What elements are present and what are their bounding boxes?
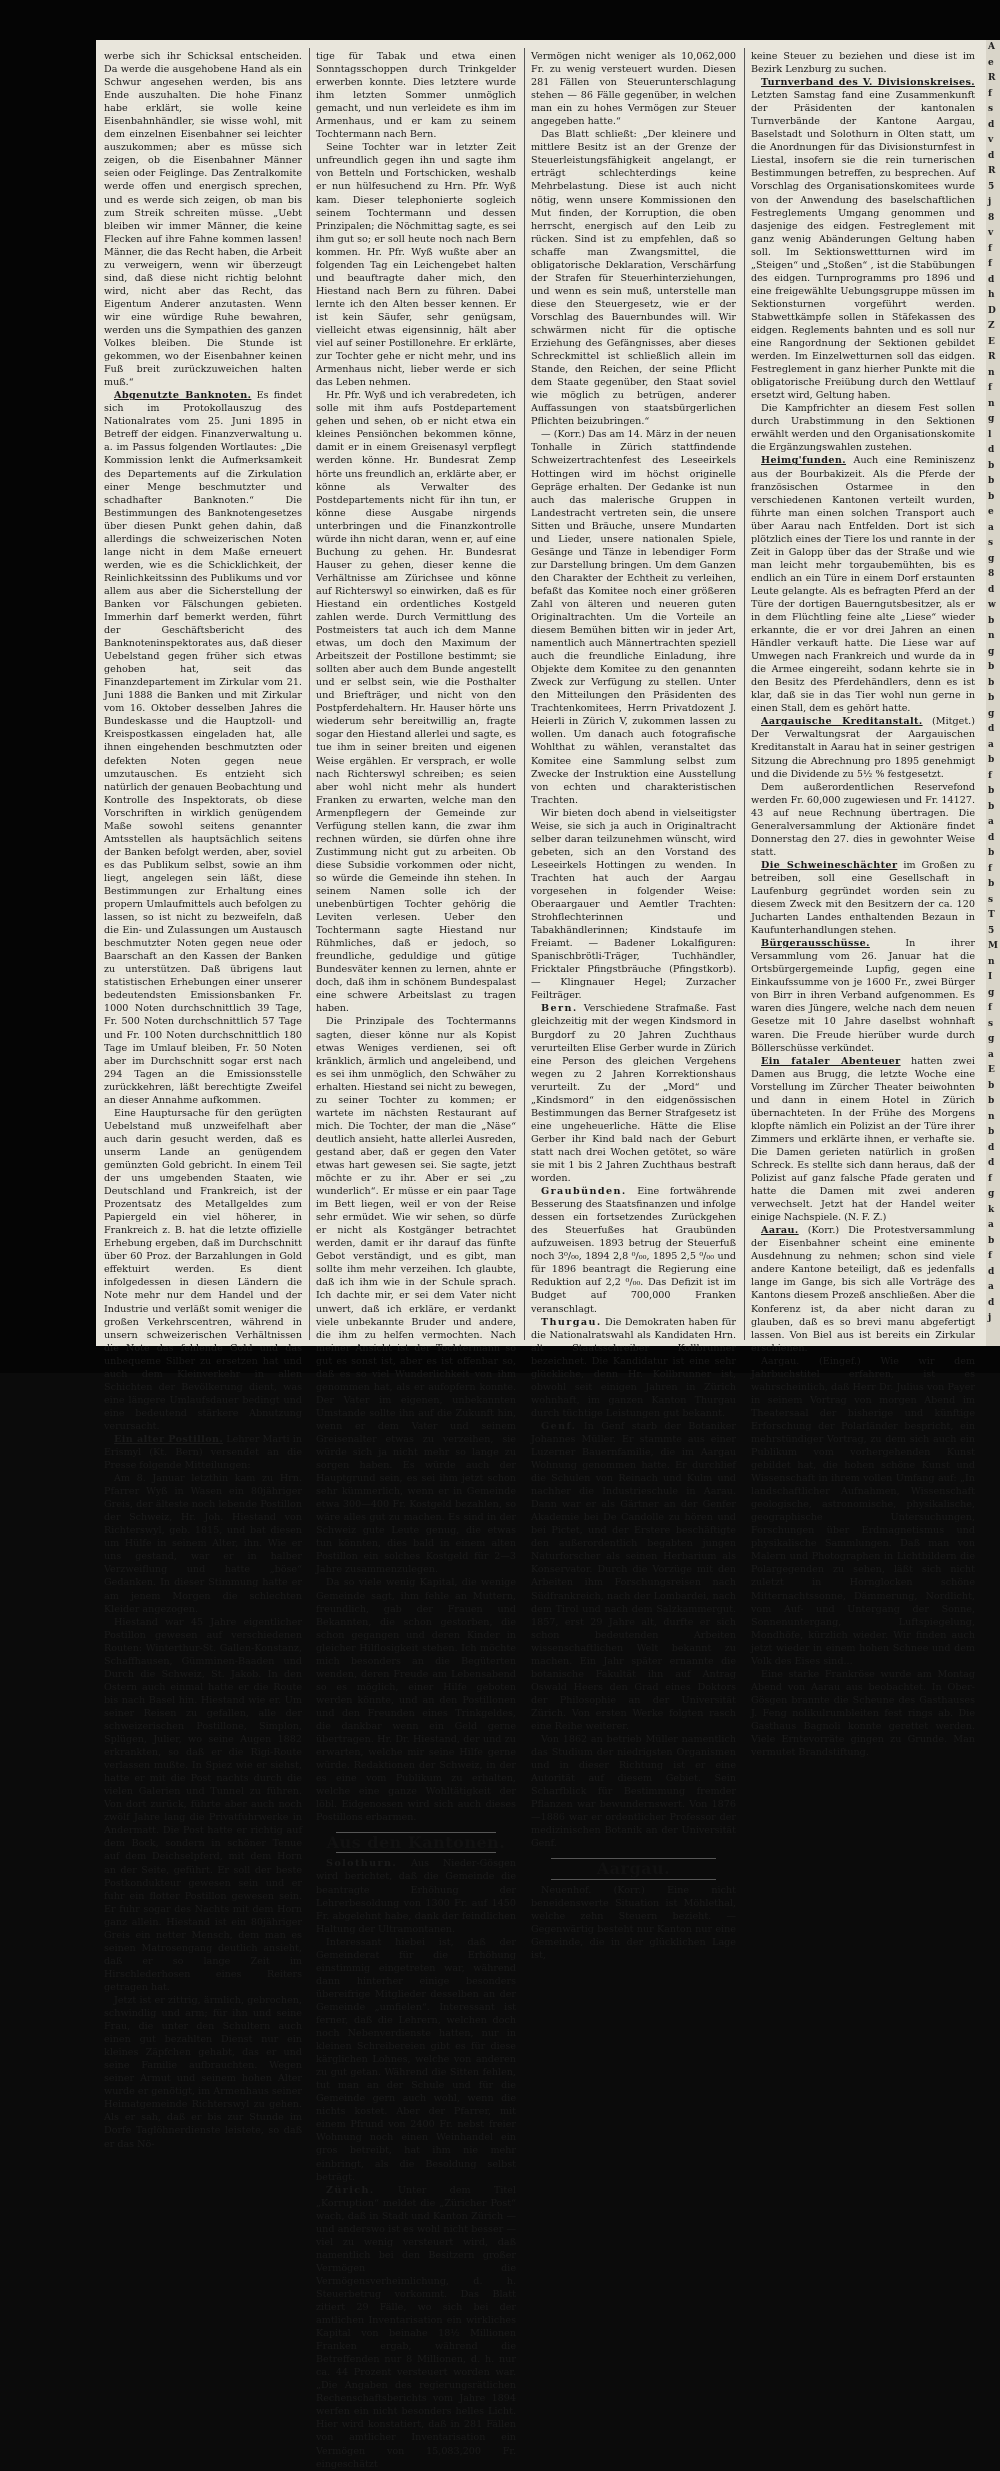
edge-letter: b [988, 1096, 995, 1106]
heading-heimgfunden: Heimg'funden. [761, 455, 847, 467]
edge-letter: e [988, 507, 994, 517]
edge-letter: w [988, 600, 996, 610]
edge-letter: a [988, 1220, 994, 1230]
edge-letter: f [988, 88, 992, 99]
heading-kreditanstalt: Aargauische Kreditanstalt. [761, 716, 923, 728]
heading-bern: Bern. [541, 1003, 578, 1015]
edge-letter: f [988, 383, 992, 393]
edge-letter: b [988, 801, 995, 812]
edge-letter: g [988, 553, 995, 564]
edge-letter: n [988, 956, 995, 967]
edge-letter: s [988, 894, 994, 905]
edge-letter: d [988, 1297, 995, 1308]
col3-paragraph: Das Blatt schließt: „Der kleinere und mittlere Besitz ist an der Grenze der Steuerleistungsfähigkeit angelangt, er erträgt schlechterdings keine Mehrbelastung. Diese ist auch nicht nötig, wenn unsere Kommissionen den Mut finden, der Korruption, die oben herrscht, energisch auf den Leib zu rücken. Sind ist zu empfehlen, daß so schaffe man Zwangsmittel, die obligatorische Deklaration, Verschärfung der Strafen für Steuerhinterziehungen, und wenn es sein muß, unterstelle man diese den Steuergesetz, wie er der Vorschlag des Bauernbundes will. Wir schwärmen nicht für die optische Erziehung des Gefängnisses, aber dieses Schreckmittel ist schließlich allein im Stande, den Reichen, der seine Pflicht dem Staate gegenüber, den Staat soviel wie möglich zu betrügen, anderer Auffassungen von staatsbürgerlichen Pflichten beizubringen.“ [531, 129, 736, 428]
col4-paragraph: Die Kampfrichter an diesem Fest sollen durch Urabstimmung in den Sektionen erwählt werden und den Organisationskomite die Ergänzungswahlen zustehen. [751, 403, 975, 454]
edge-letter: a [988, 1049, 994, 1060]
heading-postillon: Ein alter Postillon. [114, 1433, 224, 1445]
heading-graubuenden: Graubünden. [541, 1186, 627, 1198]
edge-letter: f [988, 243, 992, 254]
edge-letter: s [988, 104, 994, 114]
edge-letter: b [988, 662, 995, 672]
col1-paragraph: werbe sich ihr Schicksal entscheiden. Da werde die ausgehobene Hand als ein Schwur angesehen werden, bis ans Ende auszuhalten. Die hohe Finanz habe erklärt, sie wolle keine Eisenbahnhändler, sie wisse wohl, mit dem einzelnen Eisenbahner sei leichter auszukommen; aber es müsse sich zeigen, ob die Eisenbahner Männer seien oder Feiglinge. Das Zentralkomite werde offen und energisch sprechen, und es werde sich zeigen, ob man bis zum Streik schreiten müsse. „Uebt bleiben wir immer Männer, die keine Flecken auf ihre Fahne kommen lassen! Männer, die das Recht haben, die Arbeit zu verweigern, wenn wir überzeugt sind, daß diese nicht richtig belohnt wird, nicht aber das Recht, das Eigentum Anderer anzutasten. Wenn wir eine würdige Ruhe bewahren, werden uns die Sympathien des ganzen Volkes bleiben. Die Stunde ist gekommen, wo der Eisenbahner keinen Fuß breit zurückzuweichen halten muß.“ [104, 51, 302, 389]
col3-paragraph: Verschiedene Strafmaße. Fast gleichzeitig mit der wegen Kindsmord in Burgdorf zu 20 Jahren Zuchthaus verurteilten Elise Gerber wurde in Zürich eine Person des gleichen Vergehens wegen zu 2 Jahren Korrektionshaus verurteilt. Zu der „Mord“ und „Kindsmord“ in den eidgenössischen Bestimmungen das Berner Strafgesetz ist eine ungeheuerliche. Hätte die Elise Gerber ihr Kind bald nach der Geburt statt nach drei Wochen getötet, so wäre sie mit 1 bis 2 Jahren Zuchthaus bestraft worden. [531, 1003, 736, 1185]
column-rule [744, 48, 745, 1340]
edge-letter: n [988, 398, 995, 409]
edge-letter: f [988, 1003, 992, 1013]
edge-letter: a [988, 522, 994, 533]
section-title-aargau: Aargau. [531, 1858, 736, 1879]
heading-turnverband: Turnverband des V. Divisionskreises. [761, 77, 975, 89]
heading-aarau: Aarau. [761, 1225, 799, 1237]
edge-letter: g [988, 1189, 995, 1199]
edge-letter: n [988, 631, 995, 641]
column-4 [751, 50, 975, 1759]
col1-paragraph: Jetzt ist er zittrig, ärmlich, gebrochen, schwindlig und arm; für ihn und seine Frau, die unter den Schultern auch einen gut bezahlten Dienst nur ein kleines Zäpfchen gehabt, das er und seine Familie aufbrauchten. Wegen seiner Armut und seinem hohen Alter wurde er genötigt, im Armenhaus seiner Heimatgemeinde Richterswyl zu gehen. Als er sah, daß er bis zur Stunde im Dorfe Taglöhnerdienste leistete, so daß er das Nö- [104, 1994, 302, 2150]
edge-letter: d [988, 445, 995, 455]
adjacent-page-edge [986, 40, 1000, 1346]
edge-letter: b [988, 615, 995, 626]
edge-letter: d [988, 274, 995, 285]
col2-paragraph: Seine Tochter war in letzter Zeit unfreundlich gegen ihn und sagte ihm von Betteln und Fortschicken, weshalb er nun hülfesuchend zu Hrn. Pfr. Wyß kam. Dieser telephonierte sogleich seinem Tochtermann und dessen Prinzipalen; die Nöchmittag sagte, es sei ihm gut so; er soll heute noch nach Bern kommen. Hr. Pfr. Wyß wußte aber an folgenden Tag ein Leichengebet halten und beauftragte daher mich, den Hiestand nach Bern zu führen. Dabei lernte ich den Alten besser kennen. Er ist kein Säufer, sehr genügsam, vielleicht etwas eigensinnig, hält aber viel auf seiner Postillonehre. Er erklärte, zur Tochter gehe er nicht mehr, und ins Armenhaus nicht, lieber werde er sich das Leben nehmen. [316, 142, 516, 389]
edge-letter: j [988, 1313, 992, 1323]
edge-letter: j [988, 197, 992, 207]
edge-letter: b [988, 1235, 995, 1246]
edge-letter: M [988, 941, 998, 951]
column-rule [524, 48, 525, 1340]
col3-paragraph: Von 1862 an betrieb Müller namentlich das Studium der niedrigsten Organismen und in dieser Richtung ist er eine Autorität auf diesem Gebiet. Sein Scharfblick für Bestimmung fremder Pflanzen war bewundernswert. Von 1876—1886 war er ordentlicher Professor der medizinischen Botanik an der Universität Genf. [531, 1734, 736, 1850]
col4-paragraph: im Großen zu betreiben, soll eine Gesellschaft in Laufenburg gegründet worden sein zu diesem Zweck mit den Besitzern der ca. 120 Jucharten Landes enthaltenden Bezaun in Kaufunterhandlungen stehen. [751, 859, 975, 937]
edge-letter: b [988, 693, 995, 703]
edge-letter: g [988, 414, 995, 424]
col4-paragraph: keine Steuer zu beziehen und diese ist im Bezirk Lenzburg zu suchen. [751, 51, 975, 76]
edge-letter: l [988, 429, 992, 440]
edge-letter: g [988, 1034, 995, 1044]
edge-letter: d [988, 150, 995, 161]
edge-letter: 8 [988, 569, 995, 579]
edge-letter: v [988, 135, 994, 145]
edge-letter: d [988, 584, 995, 595]
edge-letter: b [988, 848, 995, 858]
col3-paragraph: Vermögen nicht weniger als 10,062,000 Fr. zu wenig versteuert wurden. Diesen 281 Fällen von Steuerunterschlagung stehen — 86 Fälle gegenüber, in welchen man ein zu hohes Vermögen zur Steuer angegeben hatte.“ [531, 51, 736, 128]
edge-letter: R [988, 352, 996, 362]
edge-letter: d [988, 119, 995, 130]
edge-letter: f [988, 259, 992, 269]
edge-letter: A [988, 42, 995, 52]
edge-letter: a [988, 817, 994, 827]
edge-letter: g [988, 708, 995, 719]
col1-paragraph: Eine Hauptursache für den gerügten Uebelstand muß unzweifelhaft aber auch darin gesucht werden, daß es unserm Lande an genügendem gemünzten Gold gebricht. In einem Teil der uns umgebenden Staaten, wie Deutschland und Frankreich, ist der Prozentsatz des Metallgeldes zum Papiergeld ein viel höherer, in Frankreich z. B. hat die letzte offizielle Erhebung ergeben, daß im Durchschnitt über 60 Proz. der Barzahlungen in Gold effektuirt werden. Es dient infolgedessen in diesen Ländern die Note mehr nur dem Handel und der Industrie und verläßt somit weniger die großen Verkehrscentren, während in unsern schweizerischen Verhältnissen die Note das fehlende Gold und das unbequeme Silber zu ersetzen hat und auch dem Kleinverkehr in allen Schichten der Bevölkerung dient, was eine längere Umlaufsdauer bedingt und eine bedeutend stärkere Abnutzung verursacht. [104, 1107, 302, 1432]
col4-paragraph: Aargau. (Eingef.) Wie wir dem Jahrbuchstitel erfahren, ist es wahrscheinlich, daß Herr Dr. Julius von Payer in seinem Vortrag von morgen Abend im Theatersaal der bisherige und künftige Erforschung der Polarländer bespricht, ein mehrstündiger Vortrag, zu dem sich auch ein Publikum vom vorhergehenden Kunst gebildet hat, die hohen schöne Kunst und Wissenschaft in ihrem vollen Umfang auf: „In landschaftlicher Aufnahmen, Wissenschaft geologische, astronomische, physikalische, geographische Untersuchungen, Forschungen über Erdmagnetismus und physikalische Sammlungen. Daß man von Malern und Photographen in Lichtbildern die Polargegenden zu sehen, läßt sich nicht zuletzt in Hornglocken schöne Mitternachtssonne, Dämmerung, Nordlicht, vom Auf- und Untergang der Sonne, Sonnenuntergang, Luftspiegelung, Mondhöfe, kürzlich wieder. Wir finden auch jetzt wieder in einem hohen Schnee und dem Volk des Eises sind... [751, 1355, 975, 1667]
heading-banknoten: Abgenutzte Banknoten. [114, 390, 252, 402]
column-3 [531, 50, 736, 1961]
col2-paragraph: Unter dem Titel „Korruption“ meldet die „Züricher Post“ wach, daß in Stadt und Kanton Zürich — und anderswo ist es wohl nicht besser — viel zu wenig versteuert wird, daß namentlich bei den Besitzern großer Vermögen die Vermögensverheimlichung, d. h. Steuerbetrug vorkommt. Das Blatt zitiert 29 Fälle, wo sich bei der amtlichen Inventarisation ein wirkliches Kapital von beinahe 18½ Millionen Franken ergab, während die Betreffenden nur 8 Millionen, d. h. nur ca. 44 Prozent versteuert worden war. „Die Angaben des regierungsrätlichen Rechenschaftsberichts vom Jahre 1894 werfen ein nicht besonders helles Licht. Hier wird konstatiert, daß in 281 Fällen von amtlicher Inventarisation ein Vermögen von 15,083,200 Fr. eingeschätzt [316, 2184, 516, 2470]
edge-letter: d [988, 1142, 995, 1153]
col3-paragraph: In Genf starb der Botaniker Johannes Müller. Er stammte aus einer Luzerner Bauernfamilie, die im Aargau Wohnung genommen hatte. Er durchlief die Schulen von Reinach und Kulm und nachher die Industrieschule in Aarau. Dann war er als Gärtner an der Genfer Akademie bei De Candolle zu hören und bei Pictet, und der Erstere beschäftigte den außerordentlich begabten jungen Naturforscher als seinen Herbarium als Konservator. Durch die Vorzüge mit den Arbeiten ihm Forschungsreisen nach Südfrankreich, nach der Lombardei, nach dem Tirol und nach dem Salzkammergut. 1857, erst 29 Jahre alt, durfte er sich schon bedeutenden Arbeiten wissenschaftlichen Welt bekannt zu machen. Ein Jahr später ernannte die botanische Fakultät ihn auf Antrag Oswald Heers den Grad eines Doktors der Philosophie an der Universität Zürich. Von ersten Werke folgten rasch eine Reihe weiterer. [531, 1420, 736, 1732]
col1-paragraph: Am 8. Januar letzthin kam zu Hrn. Pfarrer Wyß in Wasen ein 80jähriger Greis, der älteste noch lebende Postillon der Schweiz, Hr. Joh. Hiestand von Richterswyl, geb. 1815, und bat diesen um Hülfe in seinem Alter, ihn. Wie er uns gestand, war er in halber Verzweiflung und hatte „böse“ Gedanken. In dieser Stimmung hatte er am jenem Morgen die schlechten Kleider angezogen. [104, 1473, 302, 1615]
edge-letter: f [988, 770, 992, 781]
col2-paragraph: Hr. Pfr. Wyß und ich verabredeten, ich solle mit ihm aufs Postdepartement gehen und sehen, ob er nicht etwa ein kleines Pensiönchen bekommen könne, damit er in einem Greisenasyl verpflegt werden könne. Hr. Bundesrat Zemp hörte uns freundlich an, erklärte aber, er könne als Verwalter des Postdepartements nicht für ihn tun, er könne diese Ausgabe nirgends unterbringen und die Finanzkontrolle würde ihn nicht daran, wenn er, auf eine Buchung zu gehen. Hr. Bundesrat Hauser zu gehen, dieser kenne die Verhältnisse am Zürichsee und könne auf Richterswyl so einwirken, daß es für Hiestand ein ordentliches Kostgeld zahlen werde. Durch Vermittlung des Postmeisters tat auch ich dem Manne etwas, um doch den Maximum der Arbeitszeit der Postillone bestimmt; sie sollten aber auch dem Bunde angestellt und er selbst sein, wie die Posthalter und Briefträger, und nicht von den Postpferdehaltern. Hr. Hauser hörte uns wiederum sehr bereitwillig an, fragte sogar den Hiestand allerlei und sagte, es tue ihm in seiner breiten und eigenen Weise ergählen. Er versprach, er wolle nach Richterswyl schreiben; es seien aber wohl nicht mehr als hundert Franken zu erwarten, welche man den Armenpflegern der Gemeinde zur Verfügung stellen kann, die zwar ihm rechnen würden, sie dürfen ohne ihre Zustimmung nicht gut zu arbeiten. Ob diese Subsidie vorkommen oder nicht, so würde die Gemeinde ihn stehen. In seinem Namen solle ich der unebenbürtigen Tochter gehörig die Leviten verlesen. Ueber den Tochtermann sagte Hiestand nur Rühmliches, daß er jedoch, so freundliche, geduldige und gütige Bundesväter kennen zu lernen, ahnte er doch, daß ihm in schönem Bundespalast eine schwere Arbeitslast zu tragen haben. [316, 390, 516, 1015]
col2-paragraph: tige für Tabak und etwa einen Sonntagsschoppen durch Trinkgelder erwerben konnte. Dies letztere wurde ihm letzten Sommer unmöglich gemacht, und nun verleidete es ihm im Armenhaus, und er kam zu seinem Tochtermann nach Bern. [316, 51, 516, 141]
section-title-kantone: Aus den Kantonen. [316, 1832, 516, 1853]
col3-paragraph: — (Korr.) Das am 14. März in der neuen Tonhalle in Zürich stattfindende Schweizertrachtenfest des Leseeirkels Hottingen wird im höchst originelle Gepräge erhalten. Der Gedanke ist nun auch das malerische Gruppen in Landestracht vertreten sein, die unsere Sitten und Bräuche, unsere Mundarten und Lieder, unsere nationalen Spiele, Gesänge und Tänze in lebendiger Form zur Darstellung bringen. Um dem Ganzen den Charakter der Echtheit zu verleihen, befaßt das Komitee noch einer größeren Zahl von älteren und neueren guten Originaltrachten. Um die Vorteile an diesem Bemühen bitten wir in jeder Art, namentlich auch Männertrachten speziell auch die freundliche Einladung, ihre Objekte dem Komitee zu den genannten Zweck zur Verfügung zu stellen. Unter den Mitteilungen den Präsidenten des Trachtenkomitees, Herrn Privatdozent J. Heierli in Zürich V, zukommen lassen zu wollen. Um danach auch fotografische Wohlthat zu wählen, veranstaltet das Komitee eine Sammlung selbst zum Zwecke der Instruktion eine Ausstellung von echten und charakteristischen Trachten. [531, 429, 736, 806]
col2-paragraph: Aus Nieder-Gösgen wird berichtet, daß die Gemeinde die beantragte Erhöhung der Lehrerbesoldung von 1300 Fr. auf 1450 Fr. abgelehnt habe, dank der feindlichen Haltung der Ultramontanen. [316, 1858, 516, 1935]
heading-genf: Genf. [541, 1420, 577, 1432]
edge-letter: a [988, 1282, 994, 1292]
edge-letter: v [988, 228, 994, 238]
edge-letter: f [988, 1173, 992, 1184]
edge-letter: e [988, 57, 994, 68]
edge-letter: E [988, 1065, 995, 1075]
edge-letter: a [988, 739, 994, 750]
col3-paragraph: Eine fortwährende Besserung des Staatsfinanzen und infolge dessen ein fortsetzendes Zurückgehen des Steuerfußes hat Graubünden aufzuweisen. 1893 betrug der Steuerfuß noch 3⁰/₀₀, 1894 2,8 ⁰/₀₀, 1895 2,5 ⁰/₀₀ und für 1896 beantragt die Regierung eine Reduktion auf 2,2 ⁰/₀₀. Das Defizit ist im Budget auf 700,000 Franken veranschlagt. [531, 1186, 736, 1315]
col4-paragraph: (Mitget.) Der Verwaltungsrat der Aargauischen Kreditanstalt in Aarau hat in seiner gestrigen Sitzung die Abrechnung pro 1895 genehmigt und die Dividende zu 5½ % festgesetzt. [751, 716, 975, 780]
edge-letter: b [988, 1080, 995, 1091]
edge-letter: d [988, 724, 995, 734]
edge-letter: d [988, 832, 995, 843]
edge-letter: d [988, 1266, 995, 1277]
edge-letter: n [988, 1111, 995, 1122]
edge-letter: 5 [988, 181, 995, 192]
col2-paragraph: Interessant hiebei ist, daß der Gemeinderat für die Erhöhung einstimmig eingetreten war, während dann hinterher einige besonders übereifrige Mitglieder desselben an der Gemeinde „umfielen“. Interessant ist ferner, daß die Lehrern, welchen doch noch Nebenverdienste hatten, nur in kleinen Schreibereien gibt es für diese kärglichen Lohnes, welche von anderen zu gut getan. Während die Sitten fehlen, tut man an der Schule und für die Gemeinde gern auch wohl, wenn die nichts kostet. Aber der Pfarrer, mit einem Pfrund von 2400 Fr. nebst freier Wohnung noch einen Weinhandel ein gros betreibt, hat ihm nie mehr einbringt, als die Besoldung selbst beträgt. [316, 1936, 516, 2183]
edge-letter: b [988, 1127, 995, 1137]
col3-paragraph: Die Demokraten haben für die Nationalratswahl als Kandidaten Hrn. alt Staatsschreiber Kollbrunner bezeichnet. Die Kandidatur ist eine sehr glückliche, denn Hr. Kollbrunner ist, obwohl seit einigen Jahren in Zürich wohnhaft, im ganzen Kanton Thurgau durch tüchtige Leistungen gut bekannt. [531, 1316, 736, 1419]
heading-abenteuer: Ein fataler Abenteuer [761, 1055, 901, 1067]
edge-letter: R [988, 166, 996, 176]
edge-letter: b [988, 476, 995, 486]
edge-letter: I [988, 972, 993, 982]
edge-letter: h [988, 290, 995, 300]
edge-letter: b [988, 755, 995, 765]
edge-letter: b [988, 677, 995, 688]
col4-paragraph: hatten zwei Damen aus Brugg, die letzte Woche eine Vorstellung im Zürcher Theater beiwohnten und dann in einem Hotel in Zürich übernachteten. In der Frühe des Morgens klopfte nämlich ein Polizist an der Türe ihrer Zimmers und erklärte ihnen, er verhafte sie. Die Damen gerieten natürlich in großen Schreck. Es stellte sich dann heraus, daß der Polizist auf ganz falsche Pfade geraten und hatte die Damen mit zwei anderen verwechselt. Jetzt hat der Handel weiter einige Nachspiele. (N. F. Z.) [751, 1055, 975, 1224]
col1-paragraph: Es findet sich im Protokollauszug des Nationalrates vom 25. Juni 1895 in Betreff der eidgen. Finanzverwaltung u. a. im Passus folgenden Wortlautes: „Die Kommission lenkt die Aufmerksamkeit des Departements auf die Zirkulation einer Menge beschmutzter und schadhafter Banknoten.“ Die Bestimmungen des Banknotengesetzes über diesen Punkt gehen dahin, daß allerdings die schweizerischen Noten lange nicht in dem Maße erneuert werden, wie es die Schicklichkeit, der Reinlichkeitssinn des Publikums und vor allem aus aber die Sicherstellung der Banken vor Fälschungen gebieten. Immerhin darf bemerkt werden, führt der Geschäftsbericht des Banknoteninspektorates aus, daß dieser Uebelstand gegen früher sich etwas gehoben hat, seit das Finanzdepartement im Zirkular vom 21. Juni 1888 die Banken und mit Zirkular vom 16. Oktober desselben Jahres die Bundeskasse und die Hauptzoll- und Kreispostkassen eingeladen hat, alle ihnen eingehenden beschmutzten oder defekten Noten gegen neue umzutauschen. Es entzieht sich natürlich der genauen Beobachtung und Kontrolle des Inspektorats, ob diese Vorschriften in wirklich genügendem Maße sowohl seitens genannter Amtsstellen als hauptsächlich seitens der Banken befolgt werden, aber, soviel es das Publikum selbst, sowie an ihm liegt, angelegen sein läßt, diese Bestimmungen zur Erhaltung eines propern Umlaufmittels auch befolgen zu lassen, so ist nicht zu bezweifeln, daß die Ein- und Zulassungen um Austausch beschmutzter Noten gegen neue oder Baarschaft an den Kassen der Banken zu unterstützen. Daß übrigens laut statistischen Erhebungen einer unserer bedeutendsten Emissionsbanken Fr. 1000 Noten durchschnittlich 39 Tage, Fr. 500 Noten durchschnittlich 57 Tage und Fr. 100 Noten durchschnittlich 180 Tage im Umlauf bleiben, Fr. 50 Noten aber im Durchschnitt sogar erst nach 294 Tagen an die Emissionsstelle zurückkehren, läßt berechtigte Zweifel an dieser Annahme aufkommen. [104, 390, 302, 1106]
edge-letter: b [988, 879, 995, 889]
edge-letter: f [988, 863, 992, 874]
edge-letter: b [988, 786, 995, 796]
edge-letter: R [988, 73, 996, 83]
col4-paragraph: Eine starke Frankröse wurde am Montag Abend von Aarau aus beobachtet. In Ober-Gösgen brannte die Scheune des Gasthauses J. Feng nolikulrumbleiten fest rings ab. Die Gasthaus Bagnoli konnte gerettet werden. Viele Erntevorräte gingen zu Grunde. Man vermutet Brandstiftung. [751, 1668, 975, 1759]
heading-schweineschaechter: Die Schweineschächter [761, 859, 898, 871]
edge-letter: D [988, 305, 996, 316]
edge-letter: T [988, 910, 995, 920]
edge-letter: s [988, 538, 994, 548]
edge-letter: g [988, 987, 995, 998]
edge-letter: n [988, 367, 995, 378]
edge-letter: Z [988, 321, 995, 331]
column-1 [104, 50, 302, 2150]
col4-paragraph: In ihrer Versammlung vom 26. Januar hat die Ortsbürgergemeinde Lupfig, gegen eine Einkaufssumme von je 1600 Fr., zwei Bürger von Birr in ihren Verband aufgenommen. Es waren dies Jüngere, welche nach dem neuen Gesetze mit 10 Jahre daselbst wohnhaft waren. Die Freude hierüber wurde durch Böllerschüsse verkündet. [751, 938, 975, 1054]
col2-paragraph: Die Prinzipale des Tochtermanns sagten, dieser könne nur als Kopist etwas Weniges verdienen, sei oft kränklich, ärmlich und angeleibend, und es sei ihm unmöglich, den Schwäher zu erhalten. Hiestand sei nicht zu bewegen, zu seiner Tochter zu kommen; er wartete im nächsten Restaurant auf mich. Die Tochter, der man die „Näse“ deutlich ansieht, hatte allerlei Ausreden, gestand aber, daß er gegen den Vater etwas hart gewesen sei. Sie sagte, jetzt möchte er zu ihr. Aber er sei „zu wunderlich“. Er müsse er ein paar Tage im Bett liegen, weil er von der Reise sehr ermüdet. Wie wir sehen, so dürfe er nicht als Kostgänger betrachtet werden, damit er ihr darauf das fünfte Gebot verständigt, und es gibt, man sollte ihm mehr verzeihen. Ich glaubte, daß ich ihm wie in der Schule sprach. Ich dachte mir, er sei dem Vater nicht unwert, daß ich erkläre, er verdankt viele unbekannte Bruder und andere, die ihm zu helfen vermochten. Nach meiner Ansicht ist der Tochtermann so gut es sonst ist, aber es ist offenbar so, daß es so viel Wunderlichkeit von ihm genommen hat, als er aufopfern konnte. Der Vater im eigenen, unbekannten Umstande sollte ihn auf die Zukunft hin, wenn er dem Vater und seinem Greisenalter etwas zu verzeihen, sie würde sich ja nicht mehr so lange zu sorgen haben. Es würde auch der Hauptgrund sein, es sei ihm jetzt schon sehr kümmerlich, wenn er in Gemeinde etwa 300—400 Fr. Kostgeld bezahlen, so wäre alles gut zu machen. Es sind in der Schweiz gute Leute genug, die etwas tun könnten, dies bald in einem alten Postillon ein solches Kostgeld für 2—3 Jahre zusammenzulegen. [316, 1016, 516, 1576]
edge-letter: b [988, 491, 995, 502]
edge-letter: b [988, 460, 995, 471]
edge-letter: 8 [988, 212, 995, 223]
heading-buergerausschuesse: Bürgerausschüsse. [761, 938, 870, 950]
col1-paragraph: Hiestand war 45 Jahre eigentlicher Postillon gewesen auf verschiedenen Routen: Winterthur-St. Gallen-Konstanz, Schaffhausen, Gümminen-Baaden und Durch die Schweiz, St. Jakob. In den Ostern auch einmal hatte er die Route bis nach Basel hin. Hiestand wie er. Um seiner Reisen zu gefallen, alle der schweizerischen Postillone, Simplon, Splügen, Julier, wo seine Augen 1882 erkrankten, so daß er die Rigi-Route verlassen mußte. In Spiez wie er siehst, hatte er mit die Post nachts durch die vielen Galerien und Tunnel zu führen. Von dort zurück, führte aber auch noch zwölf Jahre lang die Privatfuhrwerke in Andermatt. Die Post hatte er richtig auf dem Bock, sondern in schöner Tenue auf dem Deichselpferd, mit dem Horn an der Seite, geführt. Er soll der beste Postkondukteur gewesen sein und er fuhr ein flotter Postillon gewesen sein. Er fuhr sogar des Nachts mit dem Horn ganz allein. Hiestand ist ein 80jähriger Greis ein netter Mensch, dem man es seinen Matrosengang deutlich ansieht, daß er so lange Zeit im Hirschlederhosen eines Reiters getragen hat. [104, 1616, 302, 1993]
col3-paragraph: Neuenhof. (Korr.) Eine nicht beneidenswerte Situation ist Möhlethal, welche zehn Steuern bezieht. — Gegenwärtig besteht nur Kanton nur eine Gemeinde, die in der glücklichen Lage ist, [531, 1884, 736, 1961]
col2-paragraph: Da so viele wenig Kapital, die wenige Gemeinde sagt, ihm fehle an Muttern, freundlich, gab der Frauen und Bekannten, die schon gestorben, die schon gegangen und deren Kinder in gleicher Hilflosigkeit stehen. Ich möchte mich besonders an die Begüterten wenden, deren Freude am Lebensabend so es möglich, einer Hilfe geboten werden könnte, und an den Postillonen und den Freunden eines Trinkgeldes, die dankbar wenn ein Geld gerne übertragen. Hr. Dr. Hiestand, der und zu erwarten, welche mir seine Hilfe gerne würde. Redaktionen der Schweiz, in der es eine vom Publikum zu erhalten, welche eine ganze Wohltätigkeit der löbl. Eidgenossen wird sich auch dieses Postillons erbarmen. [316, 1577, 516, 1824]
col4-paragraph: Auch eine Reminiszenz aus der Bourbakizeit. Als die Pferde der französischen Ostarmee in den verschiedenen Kantonen verteilt wurden, führte man einen solchen Transport auch über Aarau nach Entfelden. Dort ist sich plötzlich eines der Tiere los und rannte in der Zeit in Galopp über das der Straße und wie man leicht mehr torgaubemühten, bis es endlich an ein Türe in einem Dorf erstaunten Leute gelangte. Als es befragten Pferd an der Türe der dortigen Bauerngutsbesitzer, als er in dem Flüchtling feine alte „Liese“ wieder erkannte, die er vor drei Jahren an einen Händler verkauft hatte. Die Liese war auf Umwegen nach Frankreich und wurde da in die Armee eingereiht, sodann kehrte sie in den Besitz des Pferdehändlers, denn es ist klar, daß sie in das Tier wohl nun gerne in einen Stall, dem es gehört hatte. [751, 455, 975, 715]
col4-paragraph: (Korr.) Die Protestversammlung der Eisenbahner scheint eine eminente Ausdehnung zu nehmen; schon sind viele andere Kantone beteiligt, daß es jedenfalls lange im Gange, bis sich alle Vorträge des Kantons diesem Prozeß anschließen. Aber die Konferenz ist, da aber nicht daran zu glauben, daß es so brevi manu abgefertigt lassen. Von Biel aus ist bereits ein Zirkular erschienen. [751, 1225, 975, 1354]
column-rule [309, 48, 310, 1340]
edge-letter: 5 [988, 925, 995, 936]
edge-letter: d [988, 1158, 995, 1168]
newspaper-page [96, 40, 986, 2470]
edge-letter: g [988, 646, 995, 657]
col4-paragraph: Letzten Samstag fand eine Zusammenkunft der Präsidenten der kantonalen Turnverbände der Kantone Aargau, Baselstadt und Solothurn in Olten statt, um die Anordnungen für das Divisionsturnfest in Liestal, insofern sie die rein turnerischen Bestimmungen betreffen, zu besprechen. Auf Vorschlag des Organisationskomitees wurde von der Anwendung des baselschaftlichen Festreglements Umgang genommen und dasjenige des eidgen. Festreglement mit ganz wenig Abänderungen Geltung haben soll. Im Sektionswettturnen wird im „Steigen“ und „Stoßen“ , ist die Stabübungen des eidgen. Turnprogramms pro 1896 und eine freigewählte Uebungsgruppe müssen im Sektionsturnen vorgeführt werden. Stabwettkämpfe sollen in Stäfekassen des eidgen. Reglements bahnten und es soll nur eine Rangordnung der Sektionen gebildet werden. Im Einzelwetturnen soll das eidgen. Festreglement in ganz hierher Punkte mit die obligatorische Freiübung durch den Wettlauf ersetzt wird, Geltung haben. [751, 90, 975, 402]
heading-thurgau: Thurgau. [541, 1316, 602, 1328]
heading-solothurn: Solothurn. [326, 1858, 398, 1870]
edge-letter: k [988, 1204, 995, 1215]
heading-zuerich: Zürich. [326, 2184, 375, 2196]
edge-letter: s [988, 1018, 994, 1029]
column-2 [316, 50, 516, 2470]
edge-letter: E [988, 336, 995, 347]
col1-paragraph: Lehrer Marti in Erismyl (Kt. Bern) versendet an die Presse folgende Mitteilungen: [104, 1433, 302, 1472]
col4-paragraph: Dem außerordentlichen Reservefond werden Fr. 60,000 zugewiesen und Fr. 14127. 43 auf neue Rechnung übertragen. Die Generalversammlung der Aktionäre findet Donnerstag den 27. dies in gewohnter Weise statt. [751, 781, 975, 858]
col3-paragraph: Wir bieten doch abend in vielseitigster Weise, sie sich ja auch in Originaltracht selber daran teilzunehmen wünscht, wird gebeten, sich an den Vorstand des Leseeirkels Hottingen zu wenden. In Trachten hat auch der Aargau vorgesehen in folgender Weise: Oberaargauer und Aemtler Trachten: Strohflechterinnen und Tabakhändlerinnen; Kindstaufe im Freiamt. — Badener Lokalfiguren: Spanischbrötli-Träger, Tuchhändler, Fricktaler Pfingstbräuche (Pfingstkorb). — Klingnauer Hegel; Zurzacher Feilträger. [531, 807, 736, 1002]
edge-letter: f [988, 1251, 992, 1261]
